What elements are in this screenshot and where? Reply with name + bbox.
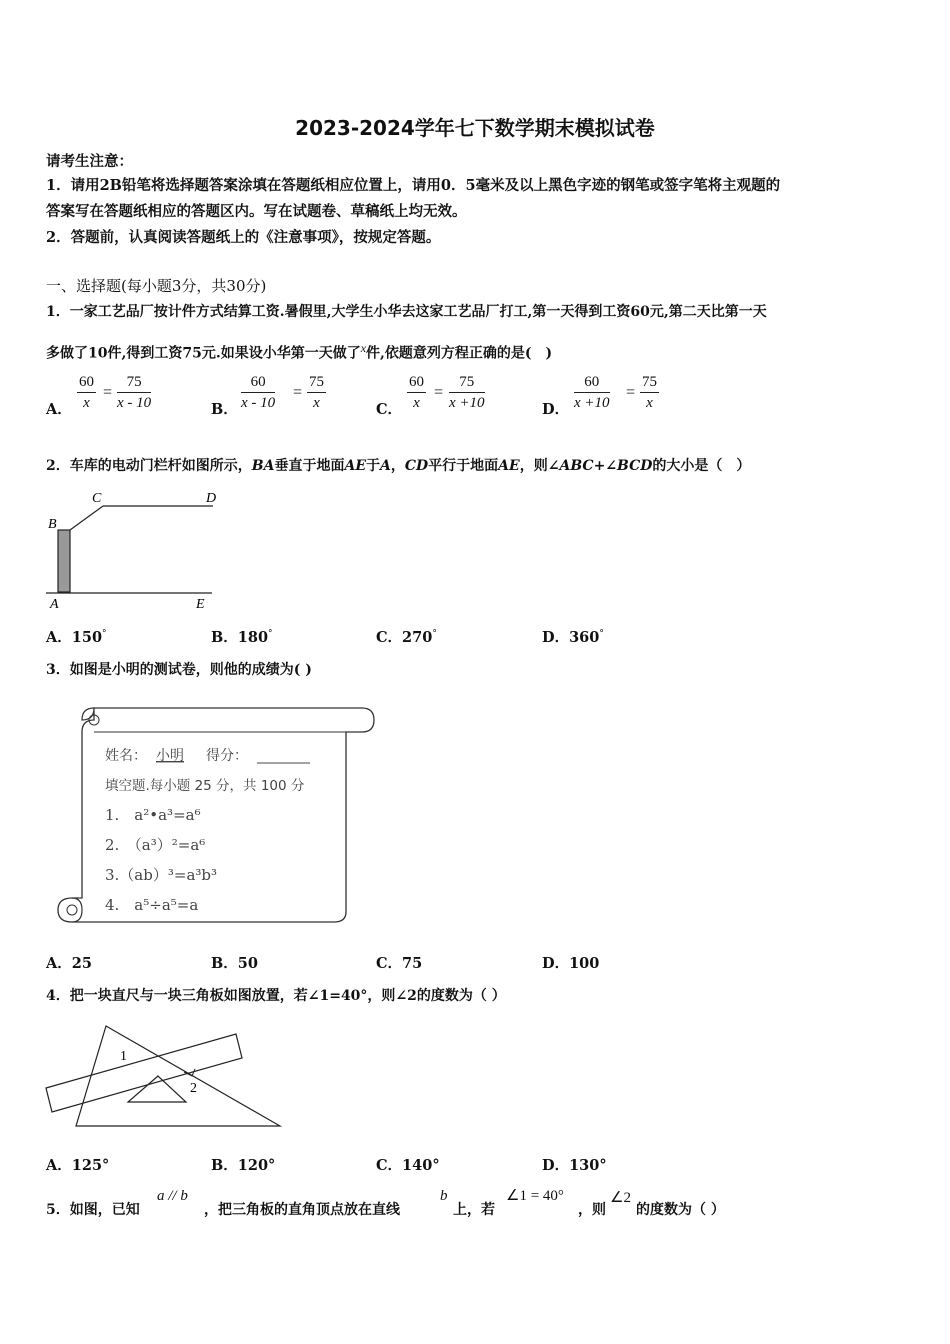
- option-value: 270: [402, 629, 433, 646]
- label-b: B: [48, 517, 57, 532]
- option-value: 130°: [569, 1157, 607, 1174]
- q2-math-cd: CD: [404, 458, 429, 474]
- q3-figure-scroll: [50, 700, 380, 930]
- q1-option-d-left-fraction: [574, 372, 610, 413]
- q1-option-b-left-fraction: [241, 372, 275, 413]
- scroll-name-label: 姓名：: [105, 748, 147, 764]
- q2-math-bcd: BCD: [617, 458, 653, 474]
- option-label: A．: [46, 629, 72, 646]
- option-label: C．: [376, 955, 403, 972]
- q1-option-a-left-fraction: [77, 372, 96, 413]
- label-c: C: [92, 491, 102, 506]
- option-label: B．: [211, 955, 238, 972]
- q2-text-part: 垂直于地面: [274, 458, 345, 474]
- angle-2-label: 2: [190, 1081, 197, 1096]
- option-value: 120°: [237, 1157, 276, 1174]
- q5-text-part-3: 上，若: [453, 1202, 495, 1218]
- q2-math-a: A: [380, 458, 391, 474]
- q2-text-part: 平行于地面: [428, 458, 499, 474]
- fraction-denominator: x - 10: [117, 395, 152, 411]
- scroll-instructions: 填空题.每小题 25 分，共 100 分: [105, 778, 305, 794]
- scroll-item-3: 3.（ab）³=a³b³: [105, 866, 218, 884]
- option-value: 125°: [71, 1157, 110, 1174]
- scroll-item-2: 2. （a³）²=a⁶: [105, 836, 206, 854]
- q1-option-a-label[interactable]: A．: [46, 401, 72, 418]
- option-value: 360: [569, 629, 600, 646]
- q5-text-part-2: ，把三角板的直角顶点放在直线: [204, 1202, 400, 1218]
- label-d: D: [206, 491, 217, 506]
- option-label: D．: [542, 955, 570, 972]
- label-e: E: [196, 597, 205, 612]
- equals-sign: =: [103, 384, 113, 401]
- degree-sign: °: [268, 629, 273, 640]
- scroll-top-curl: [82, 708, 94, 720]
- q1-option-c-left-fraction: [407, 372, 426, 413]
- option-value: 25: [71, 955, 92, 972]
- label-a: A: [50, 597, 59, 612]
- option-label: B．: [211, 629, 238, 646]
- q2-option-c[interactable]: [376, 626, 437, 647]
- notice-heading: 请考生注意：: [46, 153, 133, 170]
- q2-option-a[interactable]: [46, 626, 107, 647]
- option-label: D．: [542, 1157, 570, 1174]
- equals-sign: =: [626, 384, 636, 401]
- q1-option-a-right-fraction: [117, 372, 151, 413]
- q3-text: 3．如图是小明的测试卷，则他的成绩为( ): [46, 662, 312, 678]
- fraction-numerator: 60: [77, 372, 96, 393]
- option-value: 180: [237, 629, 269, 646]
- fraction-denominator: x +10: [574, 395, 610, 411]
- option-label: D．: [542, 629, 570, 646]
- q5-math-angle-2: ∠2: [610, 1190, 631, 1206]
- fraction-denominator: x: [83, 395, 90, 411]
- q2-math-abc: ABC: [559, 458, 594, 474]
- q2-option-d[interactable]: [542, 626, 604, 647]
- q2-text-part: 的大小是（ ）: [652, 458, 751, 474]
- q5-text-part-4: ，则: [578, 1202, 606, 1218]
- fraction-numerator: 75: [640, 372, 659, 393]
- q5-text-part-1: 5．如图，已知: [46, 1202, 140, 1218]
- q1-option-d-right-fraction: [640, 372, 659, 413]
- fraction-numerator: 60: [407, 372, 426, 393]
- degree-sign: °: [599, 629, 604, 640]
- ruler: [46, 1034, 242, 1112]
- option-value: 50: [237, 955, 258, 972]
- gate-arm-slant: [70, 506, 103, 530]
- degree-sign: °: [432, 629, 437, 640]
- q3-option-d[interactable]: [542, 952, 599, 973]
- option-label: B．: [211, 1157, 238, 1174]
- q5-math-b: b: [440, 1188, 448, 1204]
- q1-option-c-label[interactable]: C．: [376, 401, 403, 418]
- scroll-score-label: 得分：: [206, 748, 248, 764]
- fraction-denominator: x: [313, 395, 320, 411]
- option-value: 150: [71, 629, 103, 646]
- fraction-denominator: x +10: [449, 395, 485, 411]
- q2-text: [46, 456, 750, 476]
- q2-text-part: 于: [366, 458, 380, 474]
- scroll-item-4: 4. a⁵÷a⁵=a: [105, 896, 199, 914]
- notice-line-1: 1．请用2B铅笔将选择题答案涂填在答题纸相应位置上，请用0．5毫米及以上黑色字迹的钢笔或签字笔将主观题的: [46, 177, 781, 194]
- section-heading: 一、选择题(每小题3分，共30分): [46, 277, 267, 295]
- fraction-numerator: 60: [574, 372, 610, 393]
- q2-text-part: ，: [390, 458, 405, 474]
- option-value: 140°: [402, 1157, 440, 1174]
- option-label: C．: [376, 629, 403, 646]
- q3-option-b[interactable]: [211, 952, 258, 973]
- option-label: C．: [376, 1157, 403, 1174]
- q1-option-b-right-fraction: [307, 372, 326, 413]
- q1-var: x: [360, 341, 367, 355]
- q1-text-line2a: 多做了10件,得到工资75元.如果设小华第一天做了: [46, 345, 361, 362]
- q2-option-b[interactable]: [211, 626, 273, 647]
- gate-post: [58, 530, 70, 592]
- equals-sign: =: [293, 384, 303, 401]
- q3-option-c[interactable]: [376, 952, 422, 973]
- page-title: 2023-2024学年七下数学期末模拟试卷: [295, 116, 655, 140]
- q5-text-part-5: 的度数为（ ）: [636, 1202, 725, 1218]
- notice-line-2: 2．答题前，认真阅读答题纸上的《注意事项》，按规定答题。: [46, 229, 441, 246]
- scroll-name-value: 小明: [156, 748, 184, 764]
- q2-text-part: ，则∠: [519, 458, 560, 474]
- option-value: 100: [569, 955, 600, 972]
- fraction-numerator: 60: [241, 372, 275, 393]
- q2-figure-gate: [40, 484, 230, 614]
- notice-line-1b: 答案写在答题纸相应的答题区内。写在试题卷、草稿纸上均无效。: [46, 203, 467, 220]
- q4-figure-ruler-triangle: [40, 1020, 290, 1132]
- q5-math-angle-1: ∠1 = 40°: [506, 1188, 564, 1204]
- q2-text-part: 2．车库的电动门栏杆如图所示，: [46, 458, 252, 474]
- fraction-denominator: x: [646, 395, 653, 411]
- q1-option-c-right-fraction: [449, 372, 485, 413]
- q2-math-ae: AE: [344, 458, 366, 474]
- q4-option-c[interactable]: [376, 1154, 440, 1175]
- q2-math-ae: AE: [498, 458, 520, 474]
- q1-text-line1: 1．一家工艺品厂按计件方式结算工资.暑假里,大学生小华去这家工艺品厂打工,第一天得到工资60元,第二天比第一天: [46, 304, 767, 320]
- fraction-numerator: 75: [307, 372, 326, 393]
- q4-option-b[interactable]: [211, 1154, 275, 1175]
- scroll-item-1: 1. a²•a³=a⁶: [105, 806, 201, 824]
- fraction-numerator: 75: [449, 372, 485, 393]
- q1-text-line2: [46, 338, 552, 364]
- fraction-numerator: 75: [117, 372, 151, 393]
- fraction-denominator: x - 10: [241, 395, 276, 411]
- q2-text-part: +∠: [593, 458, 618, 474]
- q1-option-d-label[interactable]: D．: [542, 401, 570, 418]
- q5-math-a-parallel-b: a // b: [157, 1188, 188, 1204]
- q1-text-line2b: 件,依题意列方程正确的是( ): [366, 345, 553, 362]
- q4-text: 4．把一块直尺与一块三角板如图放置，若∠1=40°，则∠2的度数为（ ）: [46, 988, 506, 1004]
- q4-option-a[interactable]: [46, 1154, 109, 1175]
- option-label: A．: [46, 1157, 72, 1174]
- q4-option-d[interactable]: [542, 1154, 607, 1175]
- q3-option-a[interactable]: [46, 952, 92, 973]
- option-value: 75: [402, 955, 423, 972]
- equals-sign: =: [434, 384, 444, 401]
- q2-math-ba: BA: [251, 458, 275, 474]
- option-label: A．: [46, 955, 72, 972]
- fraction-denominator: x: [413, 395, 420, 411]
- angle-1-label: 1: [120, 1049, 127, 1064]
- q1-option-b-label[interactable]: B．: [211, 401, 238, 418]
- degree-sign: °: [102, 629, 107, 640]
